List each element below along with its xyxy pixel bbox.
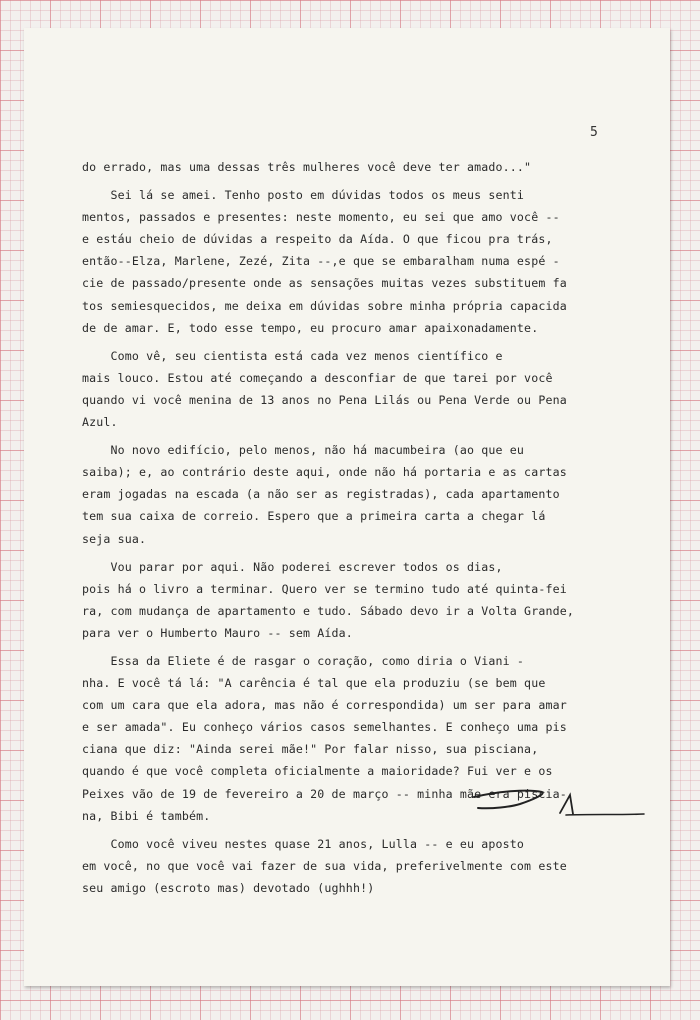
text-line: seja sua. [82, 531, 147, 546]
text-line: Sei lá se amei. Tenho posto em dúvidas todos os meus senti [82, 188, 525, 203]
text-line: pois há o livro a terminar. Quero ver se termino tudo até quinta-fei [82, 581, 567, 596]
text-line: tem sua caixa de correio. Espero que a primeira carta a chegar lá [82, 509, 546, 524]
text-line: ciana que diz: "Ainda serei mãe!" Por falar nisso, sua pisciana, [82, 742, 539, 757]
handwritten-signature [470, 785, 650, 825]
text-line: tos semiesquecidos, me deixa em dúvidas sobre minha própria capacida [82, 298, 567, 313]
text-line: para ver o Humberto Mauro -- sem Aída. [82, 625, 353, 640]
text-line: mais louco. Estou até começando a desconfiar de que tarei por você [82, 370, 553, 385]
text-line: quando é que você completa oficialmente a maioridade? Fui ver e os [82, 764, 553, 779]
text-line: Peixes vão de 19 de fevereiro a 20 de março -- minha mãe era piscia- [82, 786, 567, 801]
text-line: na, Bibi é também. [82, 808, 211, 823]
text-line: No novo edifício, pelo menos, não há macumbeira (ao que eu [82, 443, 525, 458]
text-line: Vou parar por aqui. Não poderei escrever todos os dias, [82, 559, 503, 574]
text-line: quando vi você menina de 13 anos no Pena Lilás ou Pena Verde ou Pena [82, 392, 567, 407]
text-line: Essa da Eliete é de rasgar o coração, como diria o Viani - [82, 653, 525, 668]
text-line: e estáu cheio de dúvidas a respeito da Aída. O que ficou pra trás, [82, 232, 553, 247]
text-line: Azul. [82, 415, 118, 430]
text-line: mentos, passados e presentes: neste momento, eu sei que amo você -- [82, 210, 560, 225]
text-line: então--Elza, Marlene, Zezé, Zita --,e que se embaralham numa espé - [82, 254, 560, 269]
text-line: saiba); e, ao contrário deste aqui, onde não há portaria e as cartas [82, 465, 567, 480]
text-line: de de amar. E, todo esse tempo, eu procuro amar apaixonadamente. [82, 320, 539, 335]
text-line: Como você viveu nestes quase 21 anos, Lulla -- e eu aposto [82, 836, 525, 851]
text-line: com um cara que ela adora, mas não é correspondida) um ser para amar [82, 698, 567, 713]
signature-icon [470, 785, 650, 825]
text-line: eram jogadas na escada (a não ser as registradas), cada apartamento [82, 487, 560, 502]
text-line: em você, no que você vai fazer de sua vida, preferivelmente com este [82, 858, 567, 873]
text-line: cie de passado/presente onde as sensações muitas vezes substituem fa [82, 276, 567, 291]
text-line: Como vê, seu cientista está cada vez menos científico e [82, 348, 503, 363]
text-line: do errado, mas uma dessas três mulheres você deve ter amado..." [82, 160, 532, 174]
page-number: 5 [590, 125, 598, 140]
text-line: seu amigo (escroto mas) devotado (ughhh!) [82, 880, 375, 895]
text-line: nha. E você tá lá: "A carência é tal que ela produziu (se bem que [82, 676, 546, 691]
text-line: e ser amada". Eu conheço vários casos semelhantes. E conheço uma pis [82, 720, 567, 735]
text-line: ra, com mudança de apartamento e tudo. Sábado devo ir a Volta Grande, [82, 603, 574, 618]
